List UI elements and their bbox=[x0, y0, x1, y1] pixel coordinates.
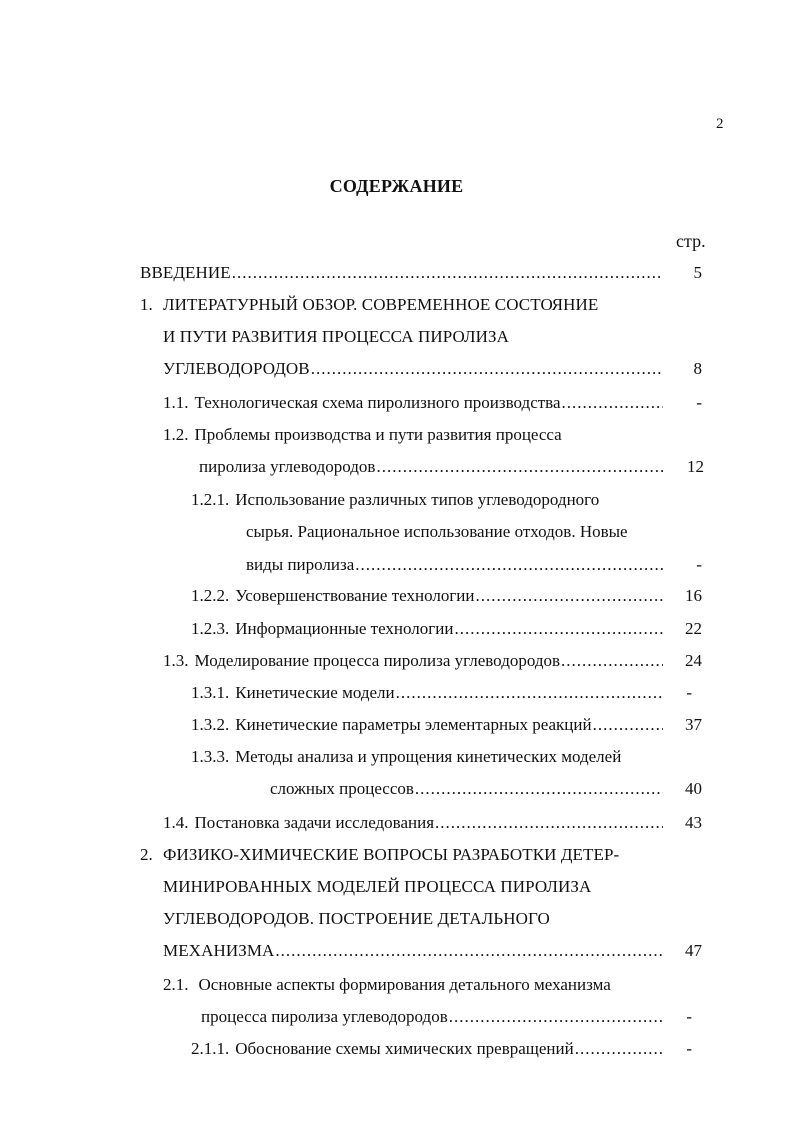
leader-dots bbox=[311, 355, 663, 383]
toc-entry-title: пиролиза углеводородов bbox=[199, 457, 376, 476]
toc-entry-page: - bbox=[696, 555, 702, 574]
toc-entry-line[interactable] bbox=[163, 873, 591, 901]
toc-section-number: 1.3.3. bbox=[191, 747, 230, 766]
toc-entry-title: Постановка задачи исследования bbox=[194, 813, 435, 832]
page-column-label: стр. bbox=[676, 231, 706, 251]
toc-entry-line[interactable] bbox=[201, 1003, 666, 1031]
toc-entry-line[interactable] bbox=[191, 679, 666, 707]
toc-entry-title: Обоснование схемы химических превращений bbox=[235, 1039, 574, 1058]
toc-section-number: 2. bbox=[140, 845, 153, 864]
toc-entry-title: Технологическая схема пиролизного производства bbox=[194, 393, 561, 412]
toc-entry-title: Методы анализа и упрощения кинетических моделей bbox=[235, 747, 622, 766]
toc-entry-page: 12 bbox=[687, 457, 704, 476]
toc-entry-title: Использование различных типов углеводородного bbox=[235, 490, 600, 509]
toc-entry-title: ВВЕДЕНИЕ bbox=[140, 263, 231, 282]
toc-entry-title: МИНИРОВАННЫХ МОДЕЛЕЙ ПРОЦЕССА ПИРОЛИЗА bbox=[163, 877, 592, 896]
toc-entry-line[interactable] bbox=[163, 389, 666, 417]
toc-section-number: 1.3.2. bbox=[191, 715, 230, 734]
toc-section-number: 1.1. bbox=[163, 393, 189, 412]
leader-dots bbox=[593, 711, 663, 739]
toc-entry-line[interactable] bbox=[191, 486, 599, 514]
toc-entry-title: УГЛЕВОДОРОДОВ bbox=[163, 359, 310, 378]
toc-entry-title: процесса пиролиза углеводородов bbox=[201, 1007, 448, 1026]
toc-entry-title: ЛИТЕРАТУРНЫЙ ОБЗОР. СОВРЕМЕННОЕ СОСТОЯНИЕ bbox=[163, 295, 599, 314]
toc-entry-line[interactable] bbox=[246, 518, 628, 546]
toc-section-number: 1.3.1. bbox=[191, 683, 230, 702]
toc-section-number: 1. bbox=[140, 295, 153, 314]
toc-entry-line[interactable] bbox=[191, 743, 621, 771]
toc-entry-number bbox=[140, 841, 153, 869]
toc-entry-line[interactable] bbox=[191, 615, 666, 643]
toc-entry-line[interactable] bbox=[163, 937, 666, 965]
toc-entry-title: УГЛЕВОДОРОДОВ. ПОСТРОЕНИЕ ДЕТАЛЬНОГО bbox=[163, 909, 550, 928]
toc-entry-title: Проблемы производства и пути развития процесса bbox=[194, 425, 562, 444]
toc-entry-page: - bbox=[686, 1007, 692, 1026]
toc-entry-line[interactable] bbox=[163, 809, 666, 837]
toc-entry-title: Моделирование процесса пиролиза углеводородов bbox=[194, 651, 561, 670]
toc-entry-line[interactable] bbox=[270, 775, 666, 803]
toc-entry-line[interactable] bbox=[163, 971, 611, 999]
toc-entry-page: 5 bbox=[693, 263, 702, 282]
toc-entry-page: - bbox=[686, 683, 692, 702]
toc-entry-title: ФИЗИКО-ХИМИЧЕСКИЕ ВОПРОСЫ РАЗРАБОТКИ ДЕТЕР- bbox=[163, 845, 620, 864]
toc-entry-title: Информационные технологии bbox=[235, 619, 454, 638]
toc-entry-page: 43 bbox=[685, 813, 702, 832]
toc-entry-page: 8 bbox=[693, 359, 702, 378]
toc-entry-page: 16 bbox=[685, 586, 702, 605]
leader-dots bbox=[449, 1003, 663, 1031]
toc-entry-title: сырья. Рациональное использование отходов. Новые bbox=[246, 522, 628, 541]
toc-entry-line[interactable] bbox=[191, 711, 666, 739]
toc-section-number: 1.2.2. bbox=[191, 586, 230, 605]
toc-entry-page: 47 bbox=[685, 941, 702, 960]
toc-section-number: 1.2. bbox=[163, 425, 189, 444]
toc-entry-title: И ПУТИ РАЗВИТИЯ ПРОЦЕССА ПИРОЛИЗА bbox=[163, 327, 510, 346]
leader-dots bbox=[275, 937, 663, 965]
toc-entry-title: Усовершенствование технологии bbox=[235, 586, 475, 605]
toc-section-number: 1.3. bbox=[163, 651, 189, 670]
toc-section-number: 1.2.1. bbox=[191, 490, 230, 509]
toc-section-number: 1.2.3. bbox=[191, 619, 230, 638]
leader-dots bbox=[575, 1035, 663, 1063]
toc-entry-line[interactable] bbox=[191, 582, 666, 610]
toc-entry-line[interactable] bbox=[163, 905, 550, 933]
toc-entry-page: 22 bbox=[685, 619, 702, 638]
leader-dots bbox=[376, 453, 663, 481]
toc-entry-title: виды пиролиза bbox=[246, 555, 355, 574]
toc-section-number: 2.1.1. bbox=[191, 1039, 230, 1058]
toc-entry-page: - bbox=[696, 393, 702, 412]
toc-entry-line[interactable] bbox=[246, 551, 666, 579]
toc-entry-title: Кинетические модели bbox=[235, 683, 395, 702]
page-title: СОДЕРЖАНИЕ bbox=[329, 176, 464, 196]
toc-entry-title: сложных процессов bbox=[270, 779, 414, 798]
toc-entry-line[interactable] bbox=[163, 421, 562, 449]
toc-entry-line[interactable] bbox=[199, 453, 666, 481]
leader-dots bbox=[415, 775, 663, 803]
toc-entry-page: 37 bbox=[685, 715, 702, 734]
toc-entry-number bbox=[140, 291, 153, 319]
toc-entry-line[interactable] bbox=[163, 323, 509, 351]
toc-entry-page: - bbox=[686, 1039, 692, 1058]
toc-entry-page: 40 bbox=[685, 779, 702, 798]
leader-dots bbox=[561, 647, 663, 675]
toc-entry-title: Основные аспекты формирования детального механизма bbox=[198, 975, 611, 994]
toc-entry-title: Кинетические параметры элементарных реакций bbox=[235, 715, 592, 734]
page-number: 2 bbox=[716, 116, 724, 132]
toc-entry-line[interactable] bbox=[163, 841, 619, 869]
leader-dots bbox=[396, 679, 663, 707]
leader-dots bbox=[435, 809, 663, 837]
toc-entry-introduction[interactable] bbox=[140, 259, 664, 287]
leader-dots bbox=[562, 389, 663, 417]
toc-entry-line[interactable] bbox=[163, 647, 666, 675]
toc-entry-line[interactable] bbox=[163, 291, 598, 319]
leader-dots bbox=[454, 615, 663, 643]
toc-entry-line[interactable] bbox=[191, 1035, 666, 1063]
toc-entry-page: 24 bbox=[685, 651, 702, 670]
leader-dots bbox=[232, 259, 661, 287]
toc-section-number: 2.1. bbox=[163, 975, 189, 994]
toc-entry-line[interactable] bbox=[163, 355, 666, 383]
leader-dots bbox=[355, 551, 663, 579]
toc-entry-title: МЕХАНИЗМА bbox=[163, 941, 275, 960]
toc-section-number: 1.4. bbox=[163, 813, 189, 832]
leader-dots bbox=[476, 582, 664, 610]
